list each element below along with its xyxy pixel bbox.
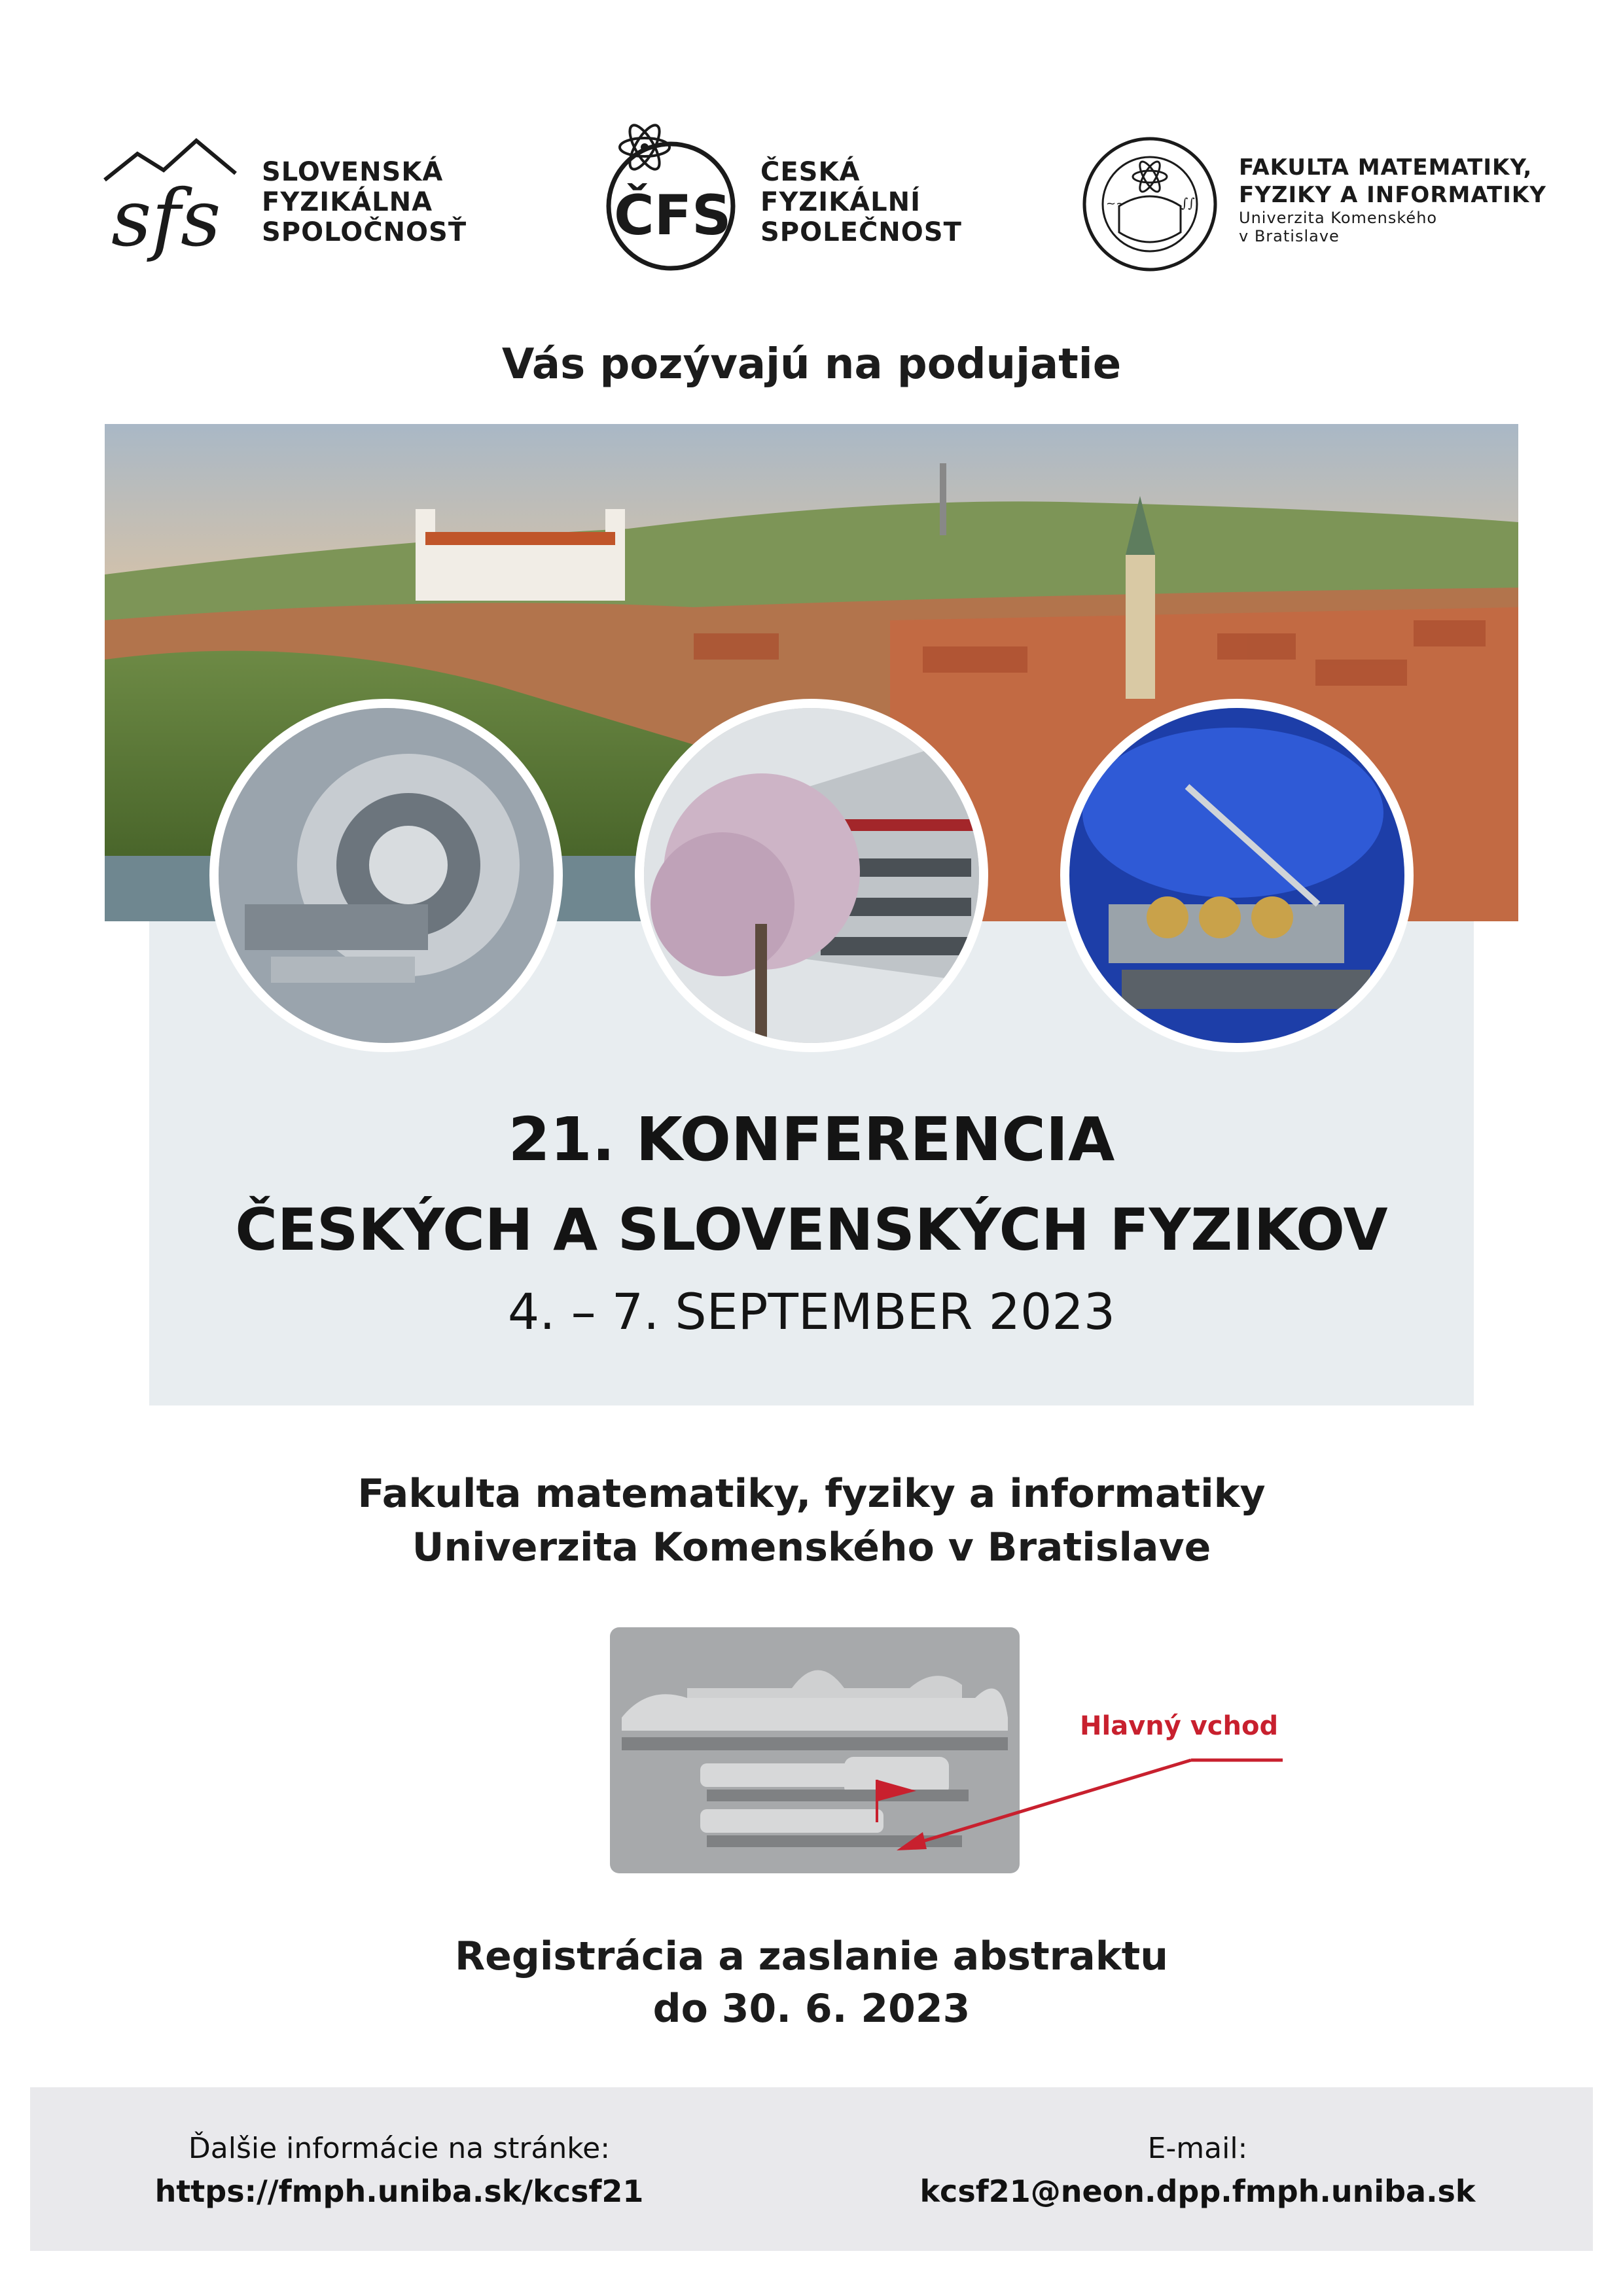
vacuum-chamber-image bbox=[219, 708, 554, 1043]
conference-title-line-2: ČESKÝCH A SLOVENSKÝCH FYZIKOV bbox=[235, 1196, 1388, 1263]
cfs-line-1: ČESKÁ bbox=[760, 157, 861, 187]
info-url-link[interactable]: https://fmph.uniba.sk/kcsf21 bbox=[154, 2174, 644, 2209]
fmfi-seal-icon bbox=[1080, 134, 1221, 275]
invite-heading: Vás pozývajú na podujatie bbox=[501, 340, 1122, 389]
faculty-building-image bbox=[644, 708, 979, 1043]
cfs-logo bbox=[602, 121, 740, 272]
sfs-line-1: SLOVENSKÁ bbox=[262, 157, 444, 187]
venue-faculty: Fakulta matematiky, fyziky a informatiky bbox=[357, 1471, 1266, 1517]
email-link[interactable]: kcsf21@neon.dpp.fmph.uniba.sk bbox=[919, 2174, 1476, 2209]
photo-faculty-building bbox=[635, 699, 988, 1052]
registration-deadline: do 30. 6. 2023 bbox=[652, 1986, 971, 2032]
sfs-name bbox=[262, 157, 467, 247]
fmfi-name bbox=[1239, 154, 1546, 245]
conference-dates: 4. – 7. SEPTEMBER 2023 bbox=[507, 1282, 1116, 1341]
cfs-line-3: SPOLEČNOST bbox=[760, 217, 962, 247]
cfs-line-2: FYZIKÁLNÍ bbox=[760, 187, 921, 217]
email-label: E-mail: bbox=[1147, 2132, 1248, 2165]
cfs-monogram: ČFS bbox=[614, 183, 732, 247]
sfs-logo bbox=[98, 134, 249, 272]
cfs-name bbox=[760, 157, 962, 247]
fmfi-line-1: FAKULTA MATEMATIKY, bbox=[1239, 154, 1533, 181]
registration-info: Registrácia a zaslanie abstraktu bbox=[454, 1934, 1169, 1979]
svg-text:∫∫: ∫∫ bbox=[1181, 195, 1195, 211]
photo-lab-sample bbox=[1060, 699, 1414, 1052]
main-entrance-label: Hlavný vchod bbox=[1080, 1711, 1279, 1741]
sfs-monogram: sfs bbox=[111, 173, 221, 264]
conference-title-line-1: 21. KONFERENCIA bbox=[508, 1104, 1115, 1174]
svg-text:~~: ~~ bbox=[1106, 197, 1126, 211]
photo-vacuum-chamber bbox=[209, 699, 563, 1052]
sfs-line-2: FYZIKÁLNA bbox=[262, 187, 433, 217]
fmfi-logo bbox=[1080, 134, 1221, 275]
footer-panel bbox=[30, 2087, 1593, 2251]
sfs-line-3: SPOLOČNOSŤ bbox=[262, 217, 467, 247]
fmfi-subline-1: Univerzita Komenského bbox=[1239, 209, 1438, 227]
lab-sample-image bbox=[1069, 708, 1404, 1043]
fmfi-subline-2: v Bratislave bbox=[1239, 227, 1340, 245]
venue-university: Univerzita Komenského v Bratislave bbox=[412, 1525, 1211, 1570]
info-label: Ďalšie informácie na stránke: bbox=[188, 2132, 611, 2165]
fmfi-line-2: FYZIKY A INFORMATIKY bbox=[1239, 182, 1546, 208]
entrance-arrow-icon bbox=[883, 1754, 1289, 1858]
